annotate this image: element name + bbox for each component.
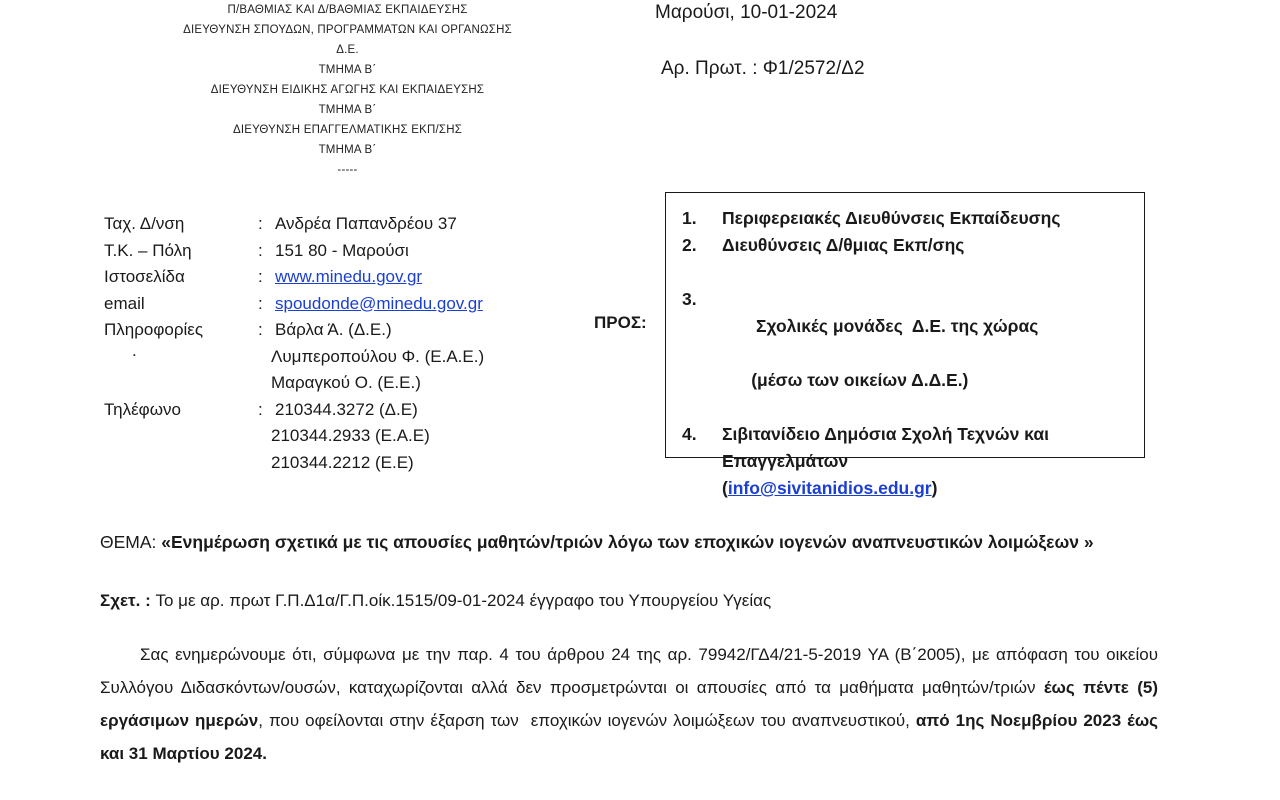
related-label: Σχετ. xyxy=(100,591,141,610)
header-line: Δ.Ε. xyxy=(336,44,359,56)
recipient-number: 4. xyxy=(682,424,697,444)
recipient-text: Διευθύνσεις Δ/θμιας Εκπ/σης xyxy=(722,235,965,255)
recipient-number: 2. xyxy=(682,235,697,255)
recipients-list xyxy=(682,205,1134,502)
paren-open: ( xyxy=(722,478,728,498)
recipient-text: Σχολικές μονάδες Δ.Ε. της χώρας xyxy=(751,316,1039,336)
phone-2: 210344.2933 (Ε.Α.Ε) xyxy=(271,426,430,445)
paren-close: ) xyxy=(931,478,938,498)
subject-colon: : xyxy=(151,532,162,552)
colon: : xyxy=(258,214,263,233)
website-label: Ιστοσελίδα xyxy=(104,267,185,286)
related-colon: : xyxy=(140,591,156,610)
postcode-value: 151 80 - Μαρούσι xyxy=(275,240,409,260)
recipient-item xyxy=(682,421,1134,502)
recipient-text: Περιφερειακές Διευθύνσεις Εκπαίδευσης xyxy=(722,208,1061,228)
email-link[interactable]: spoudonde@minedu.gov.gr xyxy=(275,293,483,313)
info-contact-3: Μαραγκού Ο. (Ε.Ε.) xyxy=(271,373,421,392)
subject-text: «Ενημέρωση σχετικά με τις απουσίες μαθητών/τριών λόγω των εποχικών ιογενών αναπνευστικών λοιμώξεων » xyxy=(161,532,1094,552)
related-text: Το με αρ. πρωτ Γ.Π.Δ1α/Γ.Π.οίκ.1515/09-01-2024 έγγραφο του Υπουργείου Υγείας xyxy=(155,591,772,610)
header-line: ΔΙΕΥΘΥΝΣΗ ΣΠΟΥΔΩΝ, ΠΡΟΓΡΑΜΜΑΤΩΝ ΚΑΙ ΟΡΓΑΝΩΣΗΣ xyxy=(183,24,512,36)
recipient-email-link[interactable]: info@sivitanidios.edu.gr xyxy=(727,478,932,498)
info-contact-1: Βάρλα Ά. (Δ.Ε.) xyxy=(275,320,392,339)
protocol-number: Αρ. Πρωτ. : Φ1/2572/Δ2 xyxy=(661,58,865,79)
colon: : xyxy=(258,293,263,313)
website-link[interactable]: www.minedu.gov.gr xyxy=(275,267,423,286)
recipient-subtext: (μέσω των οικείων Δ.Δ.Ε.) xyxy=(751,370,969,390)
header-line: ΔΙΕΥΘΥΝΣΗ ΕΠΑΓΓΕΛΜΑΤΙΚΗΣ ΕΚΠ/ΣΗΣ xyxy=(232,124,463,136)
bullet-dot: . xyxy=(132,340,137,360)
header-line: ΤΜΗΜΑ Β΄ xyxy=(318,104,377,116)
header-divider: ----- xyxy=(337,164,358,176)
colon: : xyxy=(258,267,263,286)
body-emphasis-days: έως πέντε (5) εργάσιμων ημερών xyxy=(100,678,1159,730)
recipient-item xyxy=(682,259,1134,421)
related-reference xyxy=(100,589,771,613)
subject-line xyxy=(100,529,1158,556)
subject-label: ΘΕΜΑ xyxy=(100,532,152,552)
recipient-number: 3. xyxy=(682,289,697,309)
body-paragraph xyxy=(100,638,1163,770)
document-date: Μαρούσι, 10-01-2024 xyxy=(655,2,838,23)
header-line: ΔΙΕΥΘΥΝΣΗ ΕΙΔΙΚΗΣ ΑΓΩΓΗΣ ΚΑΙ ΕΚΠΑΙΔΕΥΣΗΣ xyxy=(210,84,485,96)
body-text-2: , που οφείλονται στην έξαρση των εποχικών ιογενών λοιμώξεων του αναπνευστικού, xyxy=(258,711,916,730)
header-line: ΤΜΗΜΑ Β΄ xyxy=(318,64,377,76)
header-line: ΤΜΗΜΑ Β΄ xyxy=(318,144,377,156)
recipient-item xyxy=(682,232,1134,259)
phone-3: 210344.2212 (Ε.Ε) xyxy=(271,452,414,472)
email-label: email xyxy=(104,293,145,313)
body-emphasis-dates: από 1ης Νοεμβρίου 2023 έως και 31 Μαρτίου 2024. xyxy=(100,711,1159,763)
info-contact-2: Λυμπεροπούλου Φ. (Ε.Α.Ε.) xyxy=(271,346,485,366)
body-text: Σας ενημερώνουμε ότι, σύμφωνα με την παρ. 4 του άρθρου 24 της αρ. 79942/ΓΔ4/21-5-2019 ΥΑ (Β΄2005), με απόφαση του οικείου Συλλόγου Διδασκόντων/ουσών, καταχωρίζονται αλλά δεν προσμετρώνται οι απουσίες από τα μαθήματα μαθητών/τριών xyxy=(100,645,1163,697)
header-line: Π/ΒΑΘΜΙΑΣ ΚΑΙ Δ/ΒΑΘΜΙΑΣ ΕΚΠΑΙΔΕΥΣΗΣ xyxy=(227,4,468,16)
recipient-text: Σιβιτανίδειο Δημόσια Σχολή Τεχνών και Επαγγελμάτων xyxy=(722,424,1049,471)
recipients-box xyxy=(665,192,1145,498)
colon: : xyxy=(258,320,263,339)
issuer-header xyxy=(100,0,595,180)
phone-label: Τηλέφωνο xyxy=(104,399,181,419)
info-label: Πληροφορίες xyxy=(104,320,204,339)
address-label: Ταχ. Δ/νση xyxy=(104,214,185,233)
recipients-label: ΠΡΟΣ: xyxy=(594,313,647,332)
colon: : xyxy=(258,399,263,419)
address-value: Ανδρέα Παπανδρέου 37 xyxy=(275,214,457,233)
phone-1: 210344.3272 (Δ.Ε) xyxy=(275,399,418,419)
recipient-number: 1. xyxy=(682,208,697,228)
recipient-item xyxy=(682,205,1134,232)
colon: : xyxy=(258,240,263,260)
postcode-label: Τ.Κ. – Πόλη xyxy=(104,240,192,260)
